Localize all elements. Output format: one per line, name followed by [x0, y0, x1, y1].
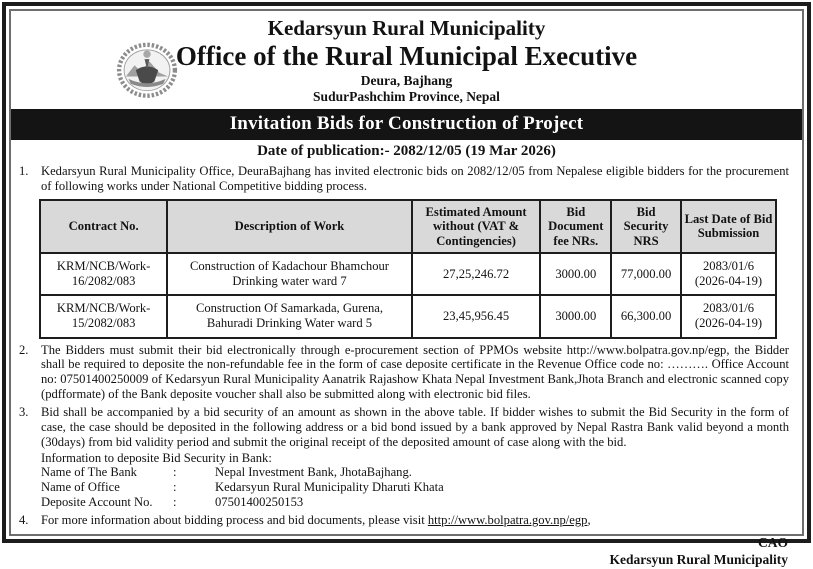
notice-item-3	[19, 405, 789, 510]
signature-office: Kedarsyun Rural Municipality	[609, 551, 788, 567]
item-number: 2.	[19, 342, 29, 357]
bank-info-row	[41, 480, 789, 495]
notice-item-4	[19, 513, 789, 528]
bank-info-row	[41, 495, 789, 510]
notice-item-1	[19, 164, 789, 194]
municipality-title: Kedarsyun Rural Municipality	[267, 16, 546, 40]
cell-bid-document-fee: 3000.00	[540, 253, 611, 295]
table-row	[40, 253, 776, 295]
last-date-bs: 2083/01/6	[702, 259, 755, 274]
bank-info-row	[41, 465, 789, 480]
cell-last-date	[681, 295, 776, 337]
item-text: Bid shall be accompanied by a bid security of an amount as shown in the above table. If bidder wishes to submit the Bid Security in the form of case, the case should be deposited in the following address or a bid bond issued by a bank approved by Nepal Rastra Bank valid beyond a month (30days) from bid validity period and submit the original receipt of the deposited amount of case along with the bid.	[41, 404, 789, 449]
cell-description: Construction of Kadachour Bhamchour Drinking water ward 7	[167, 253, 411, 295]
table-header-bid-security: Bid Security NRS	[611, 200, 681, 253]
bank-info-label: Name of Office	[41, 480, 120, 495]
table-header-bid-document-fee: Bid Document fee NRs.	[540, 200, 611, 253]
cell-estimated-amount: 23,45,956.45	[412, 295, 541, 337]
notice-items	[11, 164, 802, 528]
item-text: Kedarsyun Rural Municipality Office, DeuraBajhang has invited electronic bids on 2082/12/05 from Nepalese eligible bidders for the procurement of following works under National Competitive bidding process.	[41, 163, 789, 193]
letterhead	[11, 11, 802, 105]
outer-border-frame	[2, 2, 811, 567]
cell-contract-no: KRM/NCB/Work-16/2082/083	[40, 253, 167, 295]
bank-info-separator: :	[173, 465, 177, 480]
cell-last-date	[681, 253, 776, 295]
item-number: 4.	[19, 513, 29, 527]
bank-info-value: 07501400250153	[215, 495, 304, 510]
cell-contract-no: KRM/NCB/Work-15/2082/083	[40, 295, 167, 337]
bank-info-value: Nepal Investment Bank, JhotaBajhang.	[215, 465, 412, 480]
notice-item-2	[19, 343, 789, 402]
bids-table	[39, 199, 777, 339]
nepal-emblem-icon	[116, 38, 178, 100]
last-date-ad: (2026-04-19)	[694, 274, 763, 289]
signature-title: CAO	[758, 534, 788, 550]
bank-info-label: Deposite Account No.	[41, 495, 153, 510]
signature-block	[11, 535, 802, 569]
bank-info-heading: Information to deposite Bid Security in Bank:	[41, 450, 272, 465]
table-header-contract-no: Contract No.	[40, 200, 167, 253]
bank-info-separator: :	[173, 495, 177, 510]
item-number: 1.	[19, 163, 29, 178]
item-number: 3.	[19, 404, 29, 419]
address-line: Deura, Bajhang	[360, 72, 453, 88]
province-line: SudurPashchim Province, Nepal	[313, 89, 500, 105]
last-date-bs: 2083/01/6	[702, 301, 755, 316]
office-title: Office of the Rural Municipal Executive	[175, 40, 638, 71]
cell-estimated-amount: 27,25,246.72	[412, 253, 541, 295]
cell-bid-security: 77,000.00	[611, 253, 681, 295]
bank-info-label: Name of The Bank	[41, 465, 137, 480]
bank-info-separator: :	[173, 480, 177, 495]
table-header-estimated-amount: Estimated Amount without (VAT & Contingencies)	[412, 200, 541, 253]
cell-bid-document-fee: 3000.00	[540, 295, 611, 337]
cell-bid-security: 66,300.00	[611, 295, 681, 337]
item-text: For more information about bidding process and bid documents, please visit	[41, 513, 425, 527]
table-header-row	[40, 200, 776, 253]
table-header-description: Description of Work	[167, 200, 411, 253]
publication-date: Date of publication:- 2082/12/05 (19 Mar 2026)	[257, 142, 556, 159]
bolpatra-link[interactable]: http://www.bolpatra.gov.np/egp	[427, 513, 588, 527]
table-header-last-date: Last Date of Bid Submission	[681, 200, 776, 253]
inner-border-frame	[9, 9, 804, 567]
invitation-banner: Invitation Bids for Construction of Project	[11, 109, 802, 140]
cell-description: Construction Of Samarkada, Gurena, Bahuradi Drinking Water ward 5	[167, 295, 411, 337]
item-text-suffix: ,	[587, 513, 591, 527]
bank-info-value: Kedarsyun Rural Municipality Dharuti Khata	[215, 480, 444, 495]
item-text: The Bidders must submit their bid electronically through e-procurement section of PPMOs website http://www.bolpatra.gov.np/egp, the Bidder shall be required to deposite the non-refundable fee in the form of case deposite certificate in the Revenue Office code no: ………. Office Account no: 07501400250009 of Kedarsyun Rural Municipality Aanatrik Rajashow Khata Nepal Investment Bank,Jhota Branch and electronic scanned copy (pdfformate) of the Bank deposite voucher shall also be submitted along with electronic bid files.	[41, 342, 789, 402]
last-date-ad: (2026-04-19)	[694, 316, 763, 331]
table-row	[40, 295, 776, 337]
